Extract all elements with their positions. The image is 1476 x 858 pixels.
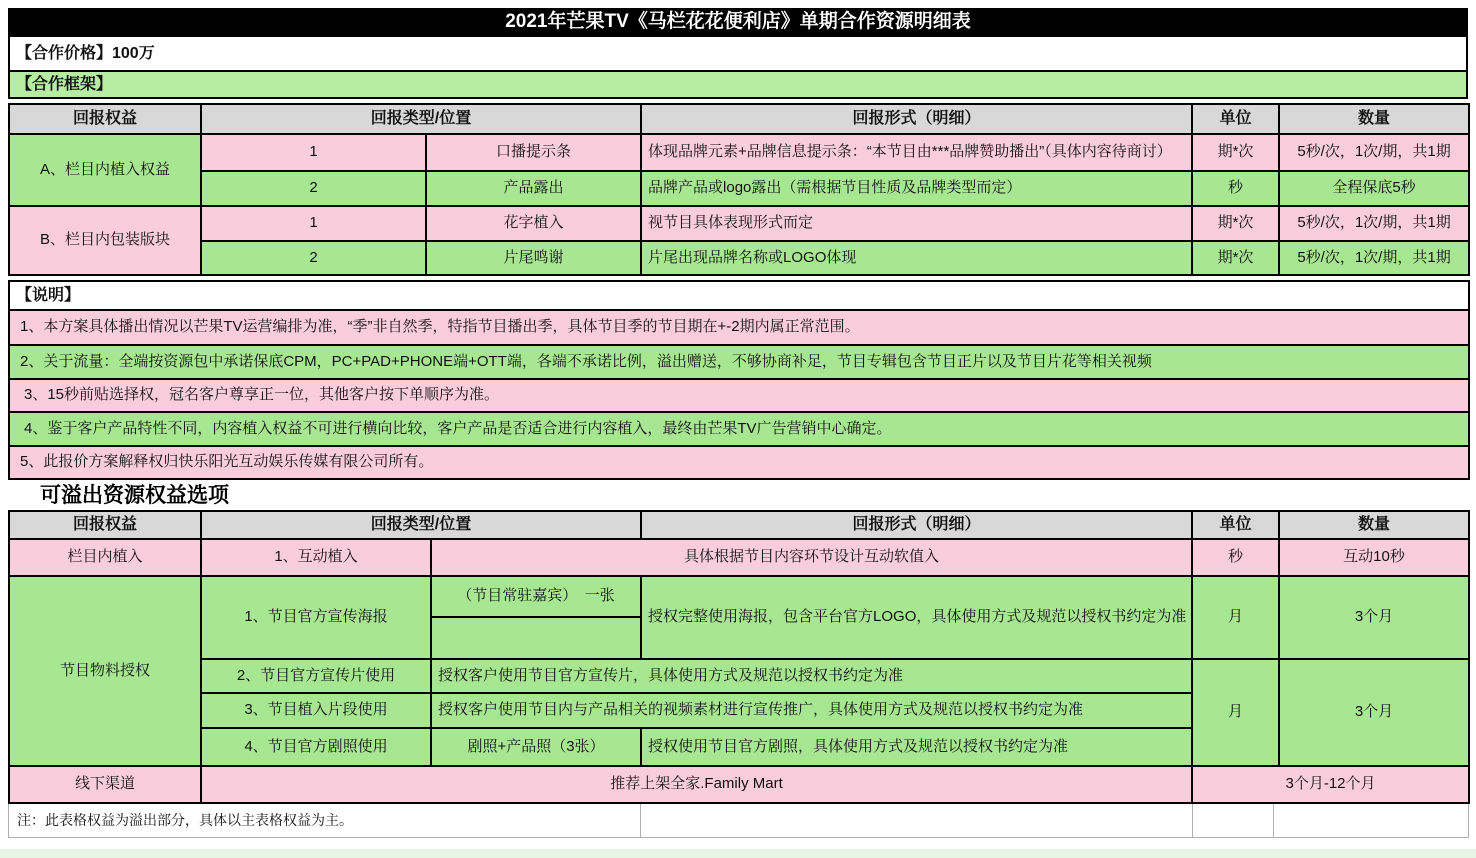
- cell-qty: 全程保底5秒: [1279, 171, 1469, 206]
- main-cooperation-table: [8, 103, 1470, 276]
- cell-no: 1: [201, 134, 426, 171]
- cell-qty: 3个月-12个月: [1192, 766, 1469, 803]
- table-row: [9, 241, 1469, 275]
- cell-type: 1、节目官方宣传海报: [201, 576, 431, 659]
- table-row: [9, 206, 1469, 241]
- cooperation-framework-row: 【合作框架】: [8, 72, 1468, 99]
- header-unit: 单位: [1192, 104, 1279, 134]
- note-item-row: [9, 310, 1469, 345]
- note-item-row: [9, 446, 1469, 479]
- cell-no: 2: [201, 241, 426, 275]
- offline-channel-row: [9, 766, 1469, 803]
- material-row: [9, 659, 1469, 693]
- group-b-label: B、栏目内包装版块: [9, 206, 201, 275]
- cooperation-price-row: 【合作价格】100万: [8, 35, 1468, 72]
- empty-cell: [1193, 804, 1274, 837]
- note-item-2: 2、关于流量：全端按资源包中承诺保底CPM，PC+PAD+PHONE端+OTT端，各端不承诺比例，溢出赠送，不够协商补足，节目专辑包含节目正片以及节目片花等相关视频: [9, 345, 1469, 379]
- cell-qty: 5秒/次，1次/期，共1期: [1279, 206, 1469, 241]
- material-group-label: 节目物料授权: [9, 576, 201, 766]
- cell-qty: 5秒/次，1次/期，共1期: [1279, 134, 1469, 171]
- cell-position: 产品露出: [426, 171, 641, 206]
- group-a-label: A、栏目内植入权益: [9, 134, 201, 206]
- note-item-row: [9, 345, 1469, 379]
- overflow-footnote: 注：此表格权益为溢出部分，具体以主表格权益为主。: [9, 804, 641, 837]
- header-qty: 数量: [1279, 104, 1469, 134]
- empty-cell: [1274, 804, 1469, 837]
- cell-unit: 月: [1192, 576, 1279, 659]
- table-row: [9, 134, 1469, 171]
- cell-position: 花字植入: [426, 206, 641, 241]
- notes-label: 【说明】: [9, 281, 1469, 310]
- cell-form: 授权客户使用节目官方宣传片，具体使用方式及规范以授权书约定为准: [431, 659, 1192, 693]
- notes-table: [8, 280, 1470, 480]
- cell-unit: 月: [1192, 659, 1279, 766]
- cell-unit: 期*次: [1192, 206, 1279, 241]
- header-qty: 数量: [1279, 511, 1469, 539]
- note-item-3: 3、15秒前贴选择权，冠名客户尊享正一位，其他客户按下单顺序为准。: [9, 379, 1469, 412]
- header-form: 回报形式（明细）: [641, 511, 1192, 539]
- cell-no: 2: [201, 171, 426, 206]
- cell-unit: 秒: [1192, 171, 1279, 206]
- cell-sub: （节目常驻嘉宾） 一张: [431, 576, 641, 617]
- note-item-5: 5、此报价方案解释权归快乐阳光互动娱乐传媒有限公司所有。: [9, 446, 1469, 479]
- cell-form: 具体根据节目内容环节设计互动软值入: [431, 539, 1192, 576]
- cell-rights: 栏目内植入: [9, 539, 201, 576]
- cell-unit: 秒: [1192, 539, 1279, 576]
- cell-no: 1: [201, 206, 426, 241]
- header-type-position: 回报类型/位置: [201, 104, 641, 134]
- cell-form: 视节目具体表现形式而定: [641, 206, 1192, 241]
- note-item-1: 1、本方案具体播出情况以芒果TV运营编排为准，“季”非自然季，特指节目播出季，具体节目季的节目期在+-2期内属正常范围。: [9, 310, 1469, 345]
- header-type-position: 回报类型/位置: [201, 511, 641, 539]
- cell-qty: 3个月: [1279, 576, 1469, 659]
- cell-sub: 剧照+产品照（3张）: [431, 728, 641, 766]
- header-form: 回报形式（明细）: [641, 104, 1192, 134]
- cell-form: 品牌产品或logo露出（需根据节目性质及品牌类型而定）: [641, 171, 1192, 206]
- spreadsheet: [8, 8, 1468, 838]
- cell-qty: 5秒/次，1次/期，共1期: [1279, 241, 1469, 275]
- next-row-strip: [0, 849, 1476, 858]
- table-row: [9, 171, 1469, 206]
- cell-type: 3、节目植入片段使用: [201, 693, 431, 728]
- note-item-row: [9, 412, 1469, 446]
- notes-label-row: [9, 281, 1469, 310]
- cell-type: 2、节目官方宣传片使用: [201, 659, 431, 693]
- header-rights: 回报权益: [9, 511, 201, 539]
- note-item-4: 4、鉴于客户产品特性不同，内容植入权益不可进行横向比较，客户产品是否适合进行内容植入，最终由芒果TV广告营销中心确定。: [9, 412, 1469, 446]
- cell-rights: 线下渠道: [9, 766, 201, 803]
- cell-form: 片尾出现品牌名称或LOGO体现: [641, 241, 1192, 275]
- overflow-header-row: [9, 511, 1469, 539]
- overflow-section-title: 可溢出资源权益选项: [40, 482, 229, 507]
- footnote-row: [8, 804, 1469, 838]
- cell-form: 授权使用节目官方剧照，具体使用方式及规范以授权书约定为准: [641, 728, 1192, 766]
- cell-sub-empty: [431, 617, 641, 659]
- cell-form: 推荐上架全家.Family Mart: [201, 766, 1192, 803]
- cell-qty: 互动10秒: [1279, 539, 1469, 576]
- note-item-row: [9, 379, 1469, 412]
- overflow-table: [8, 510, 1470, 804]
- cell-unit: 期*次: [1192, 134, 1279, 171]
- page-title: 2021年芒果TV《马栏花花便利店》单期合作资源明细表: [8, 8, 1468, 35]
- empty-cell: [641, 804, 1193, 837]
- cell-form: 授权客户使用节目内与产品相关的视频素材进行宣传推广，具体使用方式及规范以授权书约定为准: [431, 693, 1192, 728]
- cell-position: 片尾鸣谢: [426, 241, 641, 275]
- cell-type: 4、节目官方剧照使用: [201, 728, 431, 766]
- main-table-header-row: [9, 104, 1469, 134]
- header-unit: 单位: [1192, 511, 1279, 539]
- material-poster-row: [9, 576, 1469, 617]
- cell-qty: 3个月: [1279, 659, 1469, 766]
- cell-form: 体现品牌元素+品牌信息提示条：“本节目由***品牌赞助播出”（具体内容待商讨）: [641, 134, 1192, 171]
- interactive-implant-row: [9, 539, 1469, 576]
- cell-form: 授权完整使用海报，包含平台官方LOGO，具体使用方式及规范以授权书约定为准: [641, 576, 1192, 659]
- header-rights: 回报权益: [9, 104, 201, 134]
- cell-position: 口播提示条: [426, 134, 641, 171]
- cell-unit: 期*次: [1192, 241, 1279, 275]
- cell-type: 1、互动植入: [201, 539, 431, 576]
